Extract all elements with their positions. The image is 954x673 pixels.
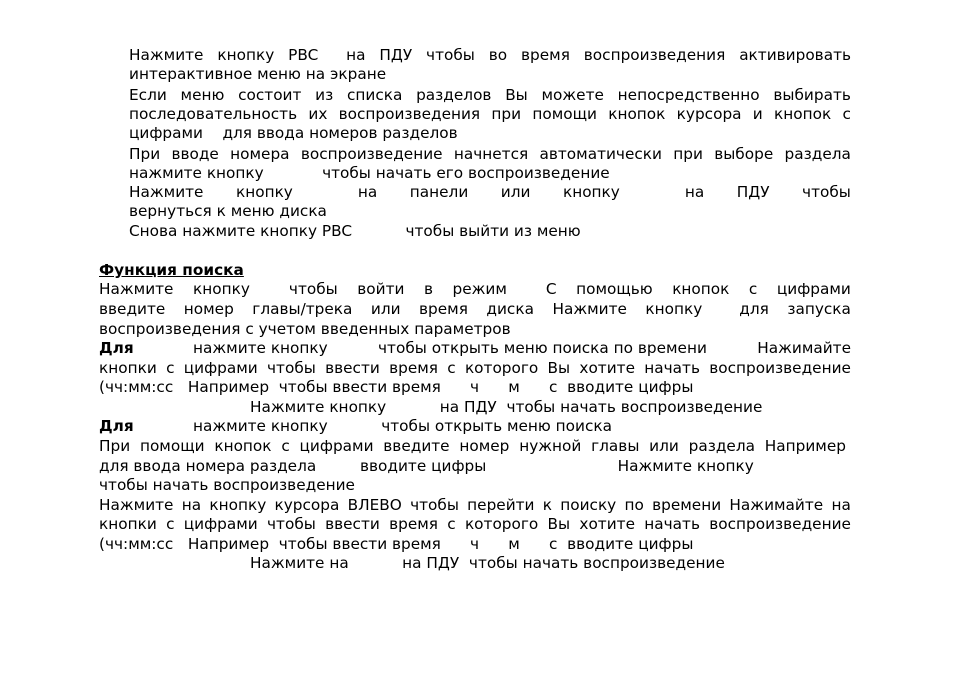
word: разделов xyxy=(416,86,492,104)
word: кнопку xyxy=(192,280,250,298)
word: чтобы открыть меню поиска по времени xyxy=(378,339,707,357)
word: При xyxy=(129,145,161,163)
word: ВЛЕВО xyxy=(347,496,402,514)
word: Нажмите xyxy=(129,183,204,201)
s1-p2-line3: цифрами для ввода номеров разделов xyxy=(129,124,458,142)
word: меню xyxy=(180,86,225,104)
word: перейти xyxy=(467,496,535,514)
word: время xyxy=(389,515,438,533)
search-function-heading xyxy=(99,261,301,280)
word: кнопок xyxy=(672,280,730,298)
s1-p1-line1 xyxy=(129,46,851,65)
word: цифрами xyxy=(183,515,258,533)
s2-line4 xyxy=(193,339,851,358)
word: при xyxy=(673,145,703,163)
s1-p3-line1 xyxy=(129,145,851,164)
word: и xyxy=(752,105,763,123)
word: поиску xyxy=(560,496,617,514)
word: к xyxy=(542,496,552,514)
word: время xyxy=(389,359,438,377)
word: войти xyxy=(357,280,405,298)
word: в xyxy=(423,280,433,298)
s1-p1-line2: интерактивное меню на экране xyxy=(129,65,387,83)
word: воспроизведение xyxy=(300,145,443,163)
s1-p4-line1 xyxy=(129,183,851,202)
word: Нажимайте xyxy=(729,496,824,514)
word: для xyxy=(739,300,769,318)
word: с xyxy=(447,515,456,533)
word: кнопок xyxy=(774,105,832,123)
word: Нажимайте xyxy=(757,339,851,357)
s2-line1 xyxy=(99,280,851,299)
word: главы xyxy=(591,437,640,455)
heading-text: Функция поиска xyxy=(99,261,244,279)
word: при xyxy=(491,105,522,123)
word: ввести xyxy=(325,359,380,377)
word: Вы xyxy=(547,359,571,377)
s2-line12 xyxy=(99,496,851,515)
word: Нажмите xyxy=(99,280,174,298)
word: на xyxy=(684,183,705,201)
word: на xyxy=(831,496,851,514)
word: время xyxy=(419,300,468,318)
word: времени xyxy=(652,496,722,514)
word: их xyxy=(308,105,328,123)
word: на xyxy=(346,46,366,64)
word: на xyxy=(357,183,378,201)
s2-line4-for: Для xyxy=(99,339,134,357)
word: чтобы xyxy=(426,46,475,64)
word: кнопку xyxy=(645,300,703,318)
word: кнопок xyxy=(608,105,666,123)
word: ввести xyxy=(325,515,380,533)
word: кнопку xyxy=(209,496,267,514)
word: непосредственно xyxy=(617,86,760,104)
word: раздела xyxy=(784,145,851,163)
word: с xyxy=(447,359,456,377)
word: с xyxy=(166,359,175,377)
s2-line11: чтобы начать воспроизведение xyxy=(99,476,355,494)
word: Если xyxy=(129,86,167,104)
word: воспроизведения xyxy=(583,46,726,64)
word: Например xyxy=(764,437,846,455)
word: помощью xyxy=(576,280,653,298)
word: с xyxy=(748,280,758,298)
word: хотите xyxy=(579,359,635,377)
word: хотите xyxy=(579,515,635,533)
word: во xyxy=(488,46,508,64)
word: с xyxy=(166,515,175,533)
word: введите xyxy=(383,437,450,455)
word: диска xyxy=(486,300,534,318)
word: номер xyxy=(183,300,234,318)
word: помощи xyxy=(139,437,205,455)
s1-p2-line2 xyxy=(129,105,851,124)
word: нажмите кнопку xyxy=(193,339,328,357)
word: с xyxy=(842,105,851,123)
word: вводе xyxy=(171,145,219,163)
word: ПДУ xyxy=(379,46,413,64)
s2-line5 xyxy=(99,359,851,378)
s2-line2 xyxy=(99,300,851,319)
word: начнется xyxy=(453,145,529,163)
word: кнопки xyxy=(99,359,157,377)
word: кнопок xyxy=(214,437,272,455)
word: активировать xyxy=(739,46,851,64)
word: Вы xyxy=(505,86,528,104)
word: Вы xyxy=(547,515,571,533)
word: режим xyxy=(452,280,507,298)
word: по xyxy=(624,496,644,514)
word: воспроизведение xyxy=(709,515,851,533)
word: Нажмите xyxy=(99,496,174,514)
word: кнопку xyxy=(235,183,293,201)
s2-line8: нажмите кнопку чтобы открыть меню поиска xyxy=(193,417,612,435)
word: Нажмите xyxy=(552,300,627,318)
word: помощи xyxy=(532,105,597,123)
word: начать xyxy=(644,359,700,377)
word: которого xyxy=(464,359,539,377)
word: панели xyxy=(409,183,469,201)
s2-line15: Нажмите на на ПДУ чтобы начать воспроизведение xyxy=(250,554,725,572)
word: время xyxy=(521,46,570,64)
s2-line6: (чч:мм:сс Например чтобы ввести время ч м с вводите цифры xyxy=(99,378,694,396)
s1-p3-line2: нажмите кнопку чтобы начать его воспроизведение xyxy=(129,164,610,182)
word: воспроизведения xyxy=(338,105,481,123)
word: которого xyxy=(464,515,539,533)
word: кнопку xyxy=(562,183,620,201)
word: При xyxy=(99,437,131,455)
s2-line14: (чч:мм:сс Например чтобы ввести время ч м с вводите цифры xyxy=(99,535,694,553)
word: раздела xyxy=(688,437,755,455)
word: списка xyxy=(346,86,403,104)
word: автоматически xyxy=(539,145,662,163)
word: чтобы xyxy=(802,183,851,201)
s2-line8-for: Для xyxy=(99,417,134,435)
word: С xyxy=(545,280,557,298)
word: Нажмите xyxy=(129,46,204,64)
word: номера xyxy=(230,145,290,163)
word: чтобы xyxy=(267,515,316,533)
word: кнопку xyxy=(217,46,275,64)
word: или xyxy=(500,183,531,201)
s2-line9 xyxy=(99,437,846,456)
word: цифрами xyxy=(299,437,374,455)
word: главы/трека xyxy=(252,300,353,318)
word: из xyxy=(315,86,334,104)
word: выбирать xyxy=(773,86,851,104)
word: последовательность xyxy=(129,105,298,123)
word: курсора xyxy=(676,105,742,123)
s1-p2-line1 xyxy=(129,86,851,105)
word: чтобы xyxy=(267,359,316,377)
word: чтобы xyxy=(288,280,338,298)
s1-p5: Снова нажмите кнопку PBC чтобы выйти из меню xyxy=(129,222,581,240)
s1-p4-line2: вернуться к меню диска xyxy=(129,202,327,220)
s2-line3: воспроизведения с учетом введенных параметров xyxy=(99,320,511,338)
word: нужной xyxy=(519,437,582,455)
word: PBC xyxy=(288,46,319,64)
word: введите xyxy=(99,300,166,318)
word: воспроизведение xyxy=(709,359,851,377)
word: или xyxy=(370,300,401,318)
word: начать xyxy=(644,515,700,533)
word: цифрами xyxy=(776,280,851,298)
word: номер xyxy=(459,437,510,455)
word: чтобы xyxy=(410,496,459,514)
word: можете xyxy=(541,86,604,104)
word: или xyxy=(649,437,679,455)
s2-line13 xyxy=(99,515,851,534)
s2-line10: для ввода номера раздела вводите цифры Нажмите кнопку xyxy=(99,457,754,475)
word: запуска xyxy=(787,300,851,318)
word: курсора xyxy=(274,496,340,514)
word: выборе xyxy=(714,145,774,163)
word: состоит xyxy=(238,86,302,104)
word: кнопки xyxy=(99,515,157,533)
word: цифрами xyxy=(183,359,258,377)
word: на xyxy=(181,496,202,514)
s2-line7: Нажмите кнопку на ПДУ чтобы начать воспроизведение xyxy=(250,398,763,416)
word: ПДУ xyxy=(736,183,770,201)
word: с xyxy=(281,437,290,455)
